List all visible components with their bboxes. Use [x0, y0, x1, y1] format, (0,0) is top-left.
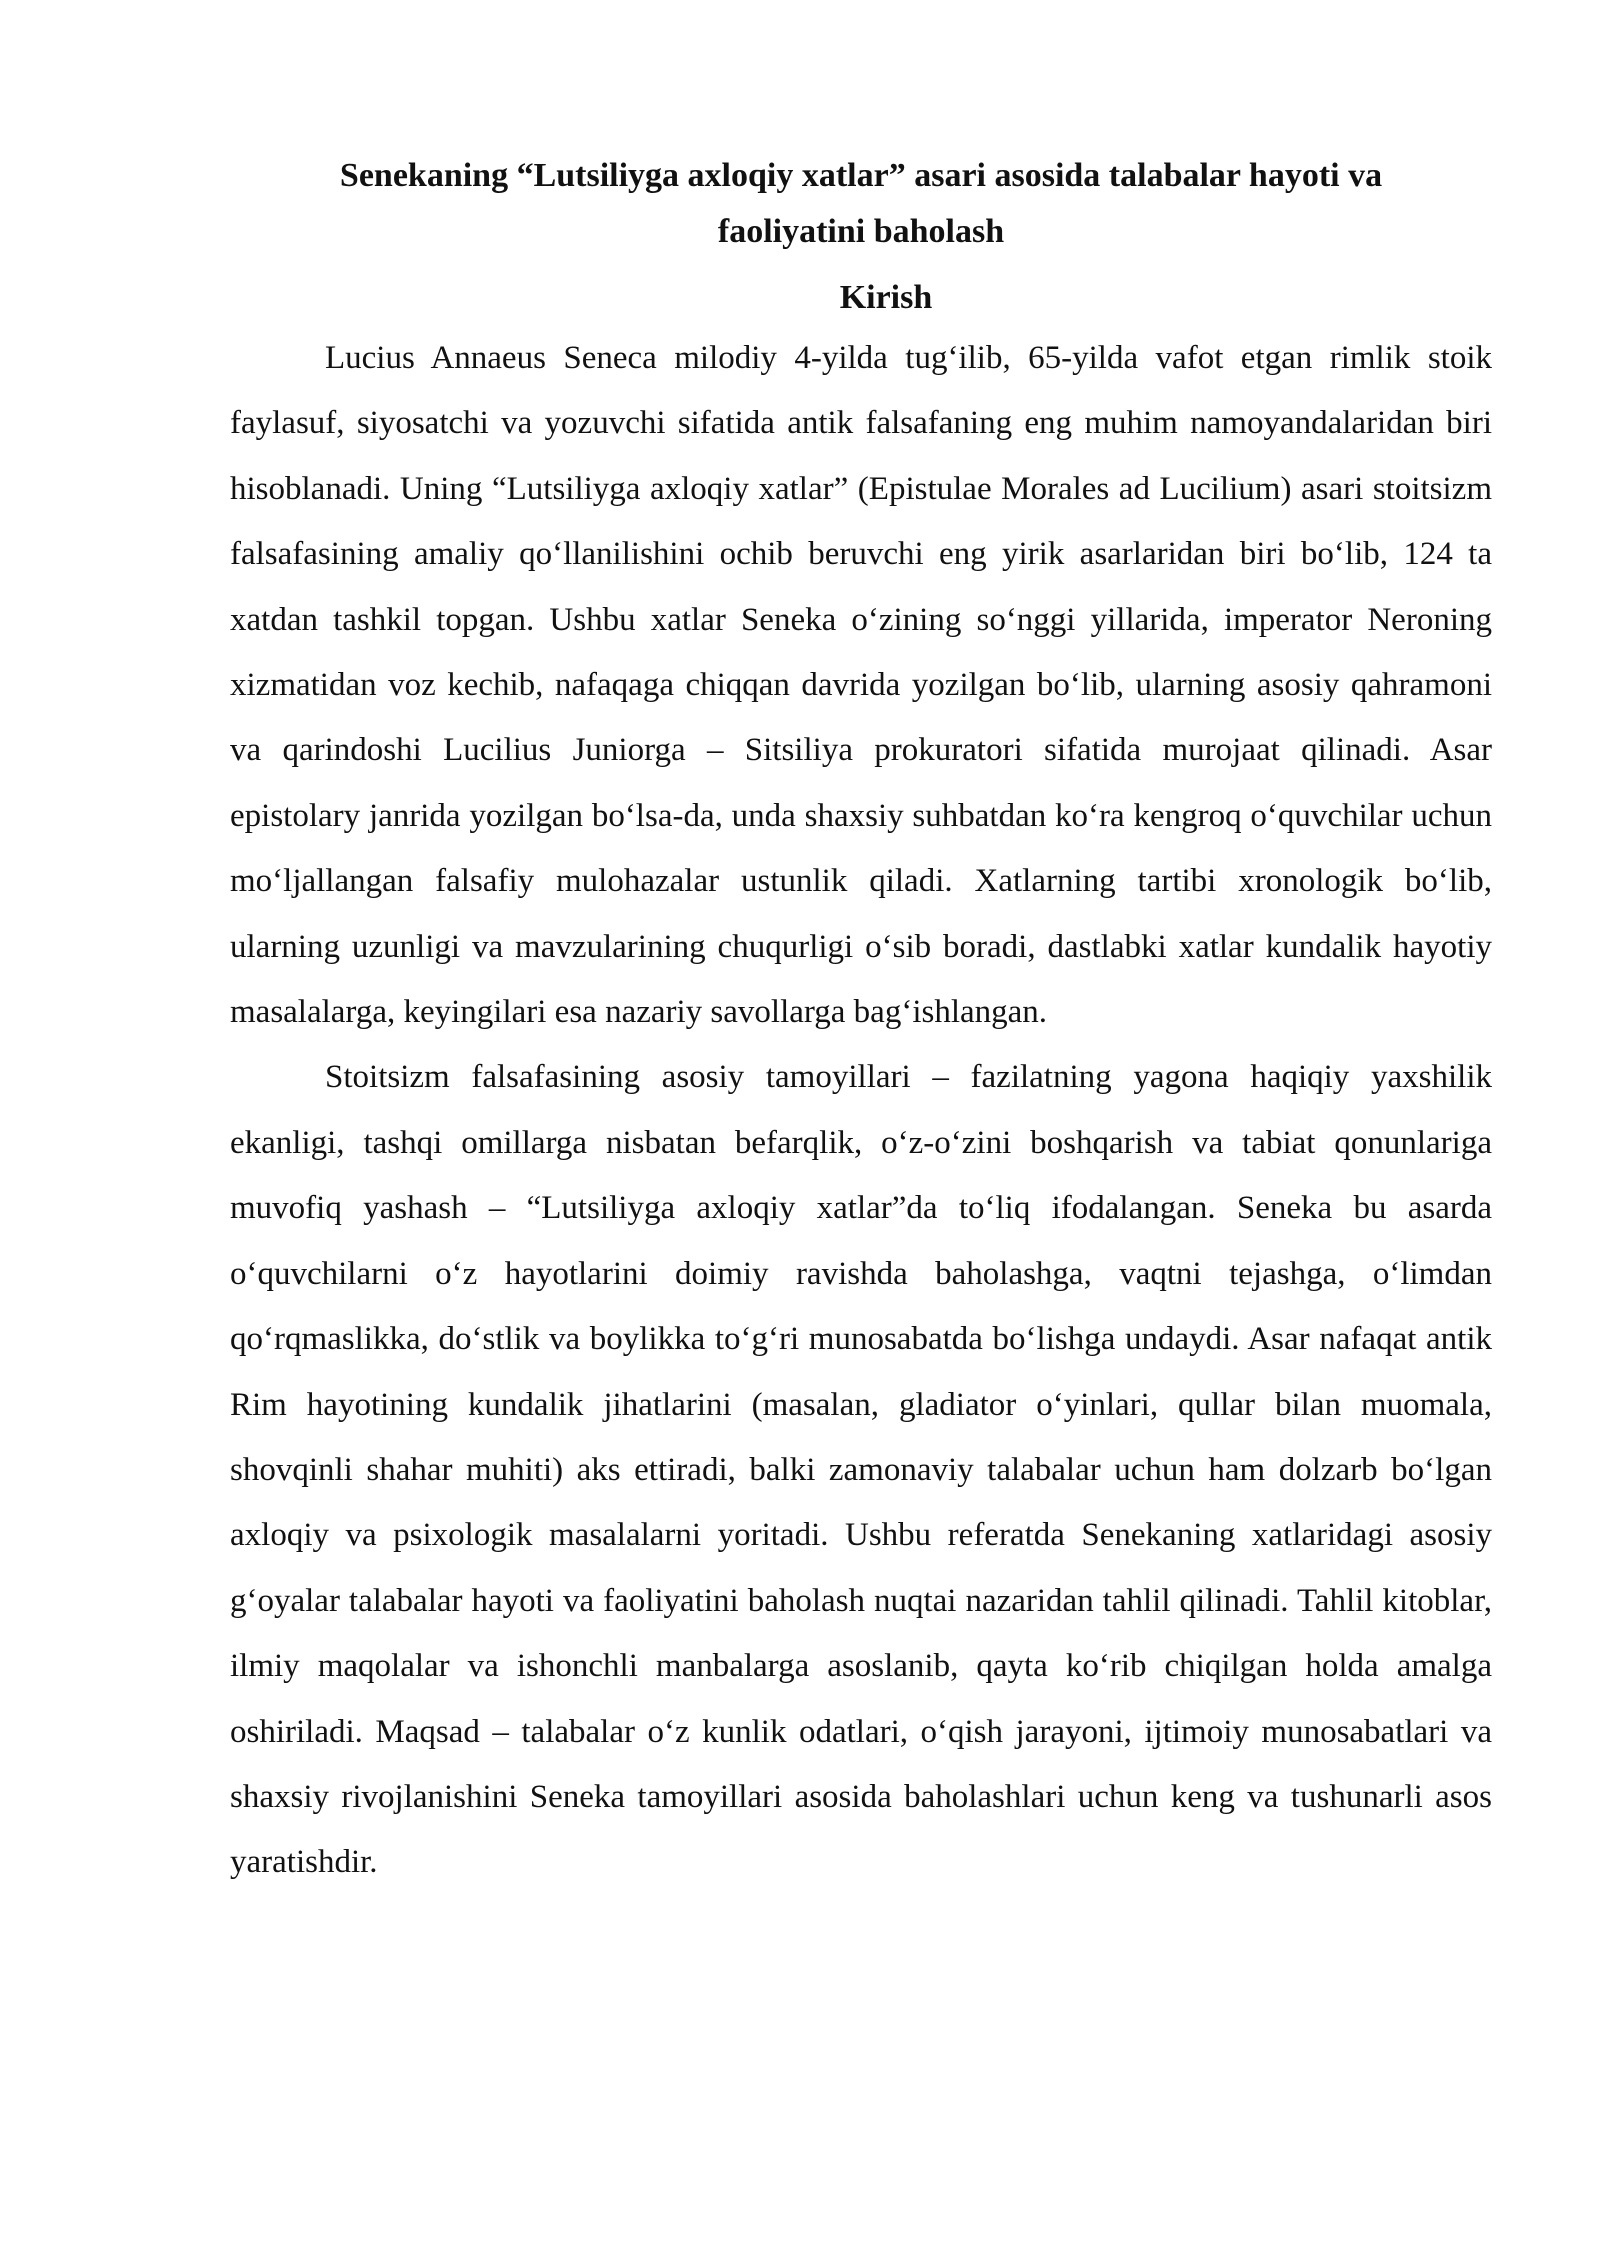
section-heading: Kirish	[839, 279, 933, 316]
document-body	[230, 148, 1492, 1896]
paragraph-intro: Lucius Annaeus Seneca milodiy 4-yilda tug‘ilib, 65-yilda vafot etgan rimlik stoik faylasuf, siyosatchi va yozuvchi sifatida antik falsafaning eng muhim namoyandalaridan biri hisoblanadi. Uning “Lutsiliyga axloqiy xatlar” (Epistulae Morales ad Lucilium) asari stoitsizm falsafasining amaliy qo‘llanilishini ochib beruvchi eng yirik asarlaridan biri bo‘lib, 124 ta xatdan tashkil topgan. Ushbu xatlar Seneka o‘zining so‘nggi yillarida, imperator Neroning xizmatidan voz kechib, nafaqaga chiqqan davrida yozilgan bo‘lib, ularning asosiy qahramoni va qarindoshi Lucilius Juniorga – Sitsiliya prokuratori sifatida murojaat qilinadi. Asar epistolary janrida yozilgan bo‘lsa-da, unda shaxsiy suhbatdan ko‘ra kengroq o‘quvchilar uchun mo‘ljallangan falsafiy mulohazalar ustunlik qiladi. Xatlarning tartibi xronologik bo‘lib, ularning uzunligi va mavzularining chuqurligi o‘sib boradi, dastlabki xatlar kundalik hayotiy masalalarga, keyingilari esa nazariy savollarga bag‘ishlangan.	[230, 340, 1492, 1031]
paragraph-stoicism: Stoitsizm falsafasining asosiy tamoyillari – fazilatning yagona haqiqiy yaxshilik ekanligi, tashqi omillarga nisbatan befarqlik, o‘z-o‘zini boshqarish va tabiat qonunlariga muvofiq yashash – “Lutsiliyga axloqiy xatlar”da to‘liq ifodalangan. Seneka bu asarda o‘quvchilarni o‘z hayotlarini doimiy ravishda baholashga, vaqtni tejashga, o‘limdan qo‘rqmaslikka, do‘stlik va boylikka to‘g‘ri munosabatda bo‘lishga undaydi. Asar nafaqat antik Rim hayotining kundalik jihatlarini (masalan, gladiator o‘yinlari, qullar bilan muomala, shovqinli shahar muhiti) aks ettiradi, balki zamonaviy talabalar uchun ham dolzarb bo‘lgan axloqiy va psixologik masalalarni yoritadi. Ushbu referatda Senekaning xatlaridagi asosiy g‘oyalar talabalar hayoti va faoliyatini baholash nuqtai nazaridan tahlil qilinadi. Tahlil kitoblar, ilmiy maqolalar va ishonchli manbalarga asoslanib, qayta ko‘rib chiqilgan holda amalga oshiriladi. Maqsad – talabalar o‘z kunlik odatlari, o‘qish jarayoni, ijtimoiy munosabatlari va shaxsiy rivojlanishini Seneka tamoyillari asosida baholashlari uchun keng va tushunarli asos yaratishdir.	[230, 1059, 1492, 1881]
document-title: Senekaning “Lutsiliyga axloqiy xatlar” asari asosida talabalar hayoti va faoliyatini baholash	[339, 157, 1383, 250]
